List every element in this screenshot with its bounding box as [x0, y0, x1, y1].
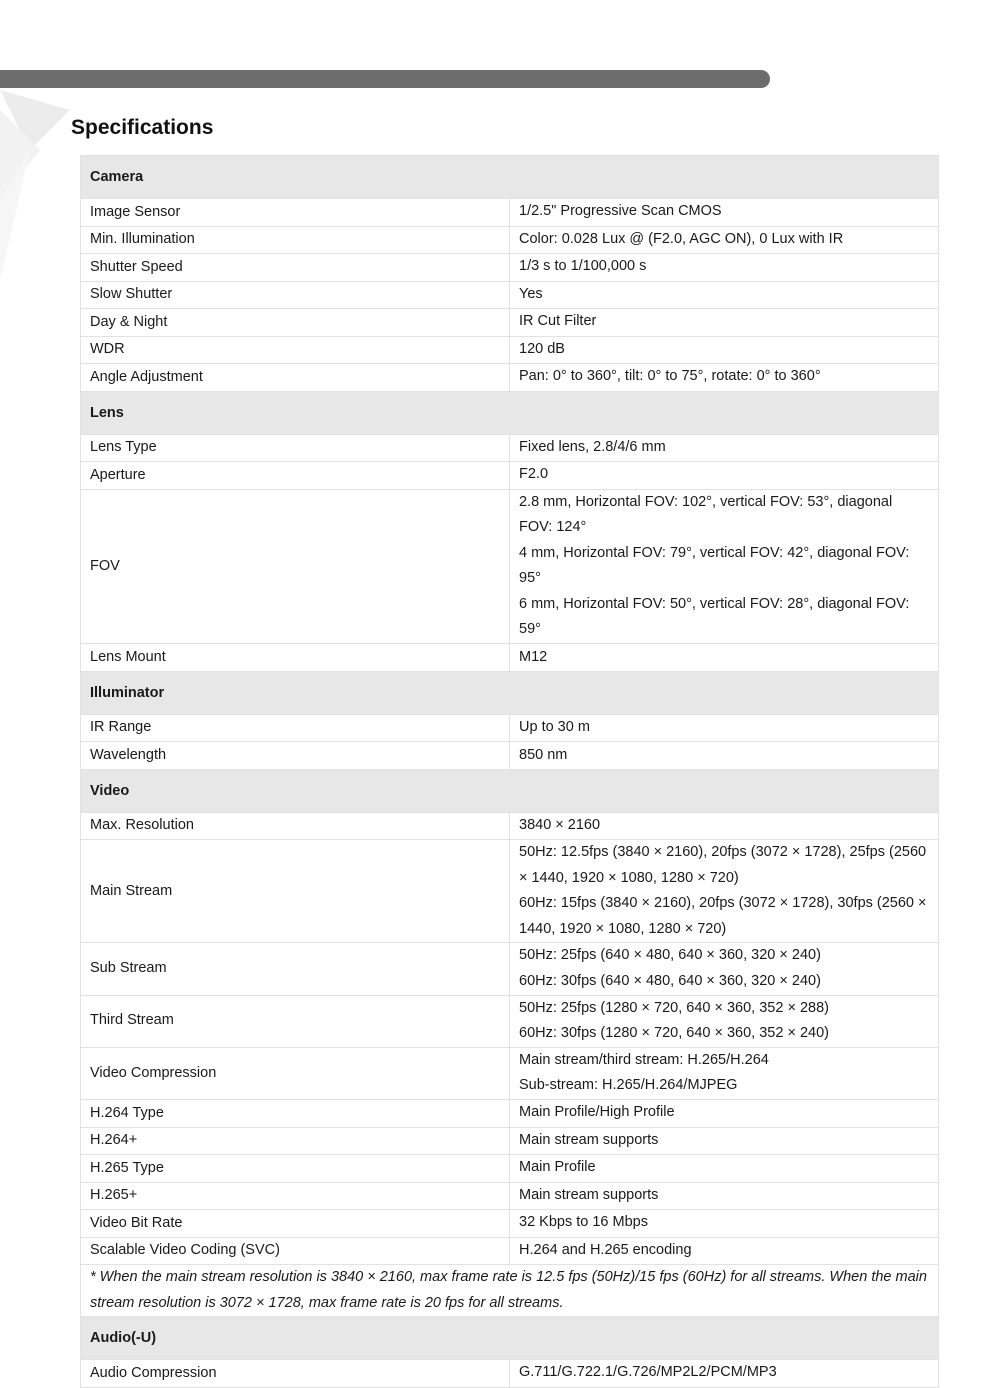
spec-label: WDR [81, 336, 510, 364]
spec-row [81, 1237, 939, 1265]
spec-row [81, 644, 939, 672]
footnote-row [81, 1265, 939, 1317]
spec-value-line: 50Hz: 25fps (640 × 480, 640 × 360, 320 × 240) [519, 947, 821, 964]
section-header [81, 391, 939, 434]
spec-row [81, 254, 939, 282]
spec-value [510, 1210, 939, 1238]
spec-value [510, 1100, 939, 1128]
spec-row [81, 309, 939, 337]
spec-label: Sub Stream [81, 943, 510, 995]
spec-label: FOV [81, 489, 510, 644]
spec-row [81, 840, 939, 943]
spec-value-line: Main Profile/High Profile [519, 1104, 675, 1121]
spec-row [81, 1155, 939, 1183]
spec-value [510, 462, 939, 490]
spec-row [81, 995, 939, 1047]
spec-row [81, 489, 939, 644]
spec-value-line: 4 mm, Horizontal FOV: 79°, vertical FOV: 42°, diagonal FOV: 95° [519, 544, 910, 587]
spec-label: Video Bit Rate [81, 1210, 510, 1238]
spec-row [81, 1047, 939, 1099]
spec-value-line: M12 [519, 648, 548, 665]
header-bar [0, 70, 770, 88]
decorative-star-graphic [0, 90, 80, 290]
spec-label: H.265 Type [81, 1155, 510, 1183]
spec-value-line: Fixed lens, 2.8/4/6 mm [519, 438, 666, 455]
spec-value-line: Main stream/third stream: H.265/H.264 [519, 1051, 769, 1068]
spec-value-line: Sub-stream: H.265/H.264/MJPEG [519, 1077, 738, 1094]
section-title: Illuminator [81, 671, 939, 714]
spec-label: Third Stream [81, 995, 510, 1047]
spec-label: Video Compression [81, 1047, 510, 1099]
spec-row [81, 1100, 939, 1128]
spec-value-line: 1/3 s to 1/100,000 s [519, 258, 647, 275]
spec-value-line: 60Hz: 15fps (3840 × 2160), 20fps (3072 × 1728), 30fps (2560 × 1440, 1920 × 1080, 1280 × 720) [519, 895, 927, 937]
section-title: Video [81, 769, 939, 812]
spec-value [510, 199, 939, 227]
spec-label: IR Range [81, 714, 510, 742]
spec-value-line: 60Hz: 30fps (640 × 480, 640 × 360, 320 × 240) [519, 973, 821, 990]
specifications-table [80, 155, 939, 1388]
spec-value [510, 1237, 939, 1265]
spec-row [81, 1127, 939, 1155]
spec-value-line: 2.8 mm, Horizontal FOV: 102°, vertical FOV: 53°, diagonal FOV: 124° [519, 493, 893, 536]
section-header [81, 671, 939, 714]
spec-value-line: Color: 0.028 Lux @ (F2.0, AGC ON), 0 Lux with IR [519, 230, 844, 247]
spec-value-line: 50Hz: 12.5fps (3840 × 2160), 20fps (3072 × 1728), 25fps (2560 × 1440, 1920 × 1080, 1280 × 720) [519, 844, 927, 886]
spec-value-line: Main Profile [519, 1159, 596, 1176]
spec-row [81, 462, 939, 490]
spec-value-line: 850 nm [519, 746, 568, 763]
spec-value-line: F2.0 [519, 466, 549, 483]
spec-label: Lens Mount [81, 644, 510, 672]
spec-value-line: Up to 30 m [519, 719, 590, 736]
spec-row [81, 742, 939, 770]
spec-row [81, 1360, 939, 1388]
spec-value-line: IR Cut Filter [519, 313, 597, 330]
spec-value [510, 434, 939, 462]
spec-value [510, 309, 939, 337]
section-header [81, 156, 939, 199]
spec-value [510, 489, 939, 644]
spec-label: Angle Adjustment [81, 364, 510, 392]
section-header [81, 769, 939, 812]
spec-row [81, 336, 939, 364]
spec-value [510, 644, 939, 672]
spec-row [81, 434, 939, 462]
spec-value [510, 943, 939, 995]
spec-value-line: 6 mm, Horizontal FOV: 50°, vertical FOV: 28°, diagonal FOV: 59° [519, 595, 910, 638]
spec-label: Day & Night [81, 309, 510, 337]
spec-value [510, 995, 939, 1047]
spec-row [81, 1210, 939, 1238]
spec-value-line: Main stream supports [519, 1186, 659, 1203]
spec-value [510, 364, 939, 392]
spec-value-line: 3840 × 2160 [519, 817, 601, 834]
spec-value-line: H.264 and H.265 encoding [519, 1241, 692, 1258]
spec-value [510, 1127, 939, 1155]
page-title: Specifications [71, 116, 214, 139]
spec-value [510, 254, 939, 282]
spec-value [510, 742, 939, 770]
spec-label: Audio Compression [81, 1360, 510, 1388]
spec-label: Lens Type [81, 434, 510, 462]
spec-row [81, 281, 939, 309]
spec-value [510, 226, 939, 254]
spec-row [81, 943, 939, 995]
spec-value-line: Pan: 0° to 360°, tilt: 0° to 75°, rotate: 0° to 360° [519, 368, 821, 385]
spec-value-line: 32 Kbps to 16 Mbps [519, 1214, 648, 1231]
spec-row [81, 714, 939, 742]
spec-label: H.264+ [81, 1127, 510, 1155]
spec-value-line: G.711/G.722.1/G.726/MP2L2/PCM/MP3 [519, 1364, 777, 1381]
spec-value-line: 50Hz: 25fps (1280 × 720, 640 × 360, 352 × 288) [519, 999, 829, 1016]
spec-label: Shutter Speed [81, 254, 510, 282]
spec-value [510, 281, 939, 309]
section-title: Camera [81, 156, 939, 199]
spec-value [510, 1155, 939, 1183]
spec-row [81, 364, 939, 392]
spec-label: Image Sensor [81, 199, 510, 227]
spec-label: Slow Shutter [81, 281, 510, 309]
section-title: Lens [81, 391, 939, 434]
spec-label: Scalable Video Coding (SVC) [81, 1237, 510, 1265]
spec-label: Max. Resolution [81, 812, 510, 840]
spec-value-line: 60Hz: 30fps (1280 × 720, 640 × 360, 352 × 240) [519, 1025, 829, 1042]
spec-value [510, 1360, 939, 1388]
spec-value [510, 336, 939, 364]
spec-value-line: Main stream supports [519, 1131, 659, 1148]
spec-label: Min. Illumination [81, 226, 510, 254]
spec-value [510, 1182, 939, 1210]
spec-label: H.265+ [81, 1182, 510, 1210]
spec-value-line: Yes [519, 285, 543, 302]
spec-row [81, 1182, 939, 1210]
section-header [81, 1317, 939, 1360]
spec-row [81, 812, 939, 840]
spec-value [510, 1047, 939, 1099]
spec-value-line: 1/2.5" Progressive Scan CMOS [519, 203, 722, 220]
spec-row [81, 226, 939, 254]
spec-value-line: 120 dB [519, 340, 565, 357]
spec-value [510, 840, 939, 943]
spec-row [81, 199, 939, 227]
spec-value [510, 714, 939, 742]
footnote: * When the main stream resolution is 3840 × 2160, max frame rate is 12.5 fps (50Hz)/15 fps (60Hz) for all streams. When the main stream resolution is 3072 × 1728, max frame rate is 20 fps for all streams. [81, 1265, 939, 1317]
spec-value [510, 812, 939, 840]
spec-label: Aperture [81, 462, 510, 490]
spec-label: H.264 Type [81, 1100, 510, 1128]
section-title: Audio(-U) [81, 1317, 939, 1360]
spec-label: Main Stream [81, 840, 510, 943]
spec-label: Wavelength [81, 742, 510, 770]
